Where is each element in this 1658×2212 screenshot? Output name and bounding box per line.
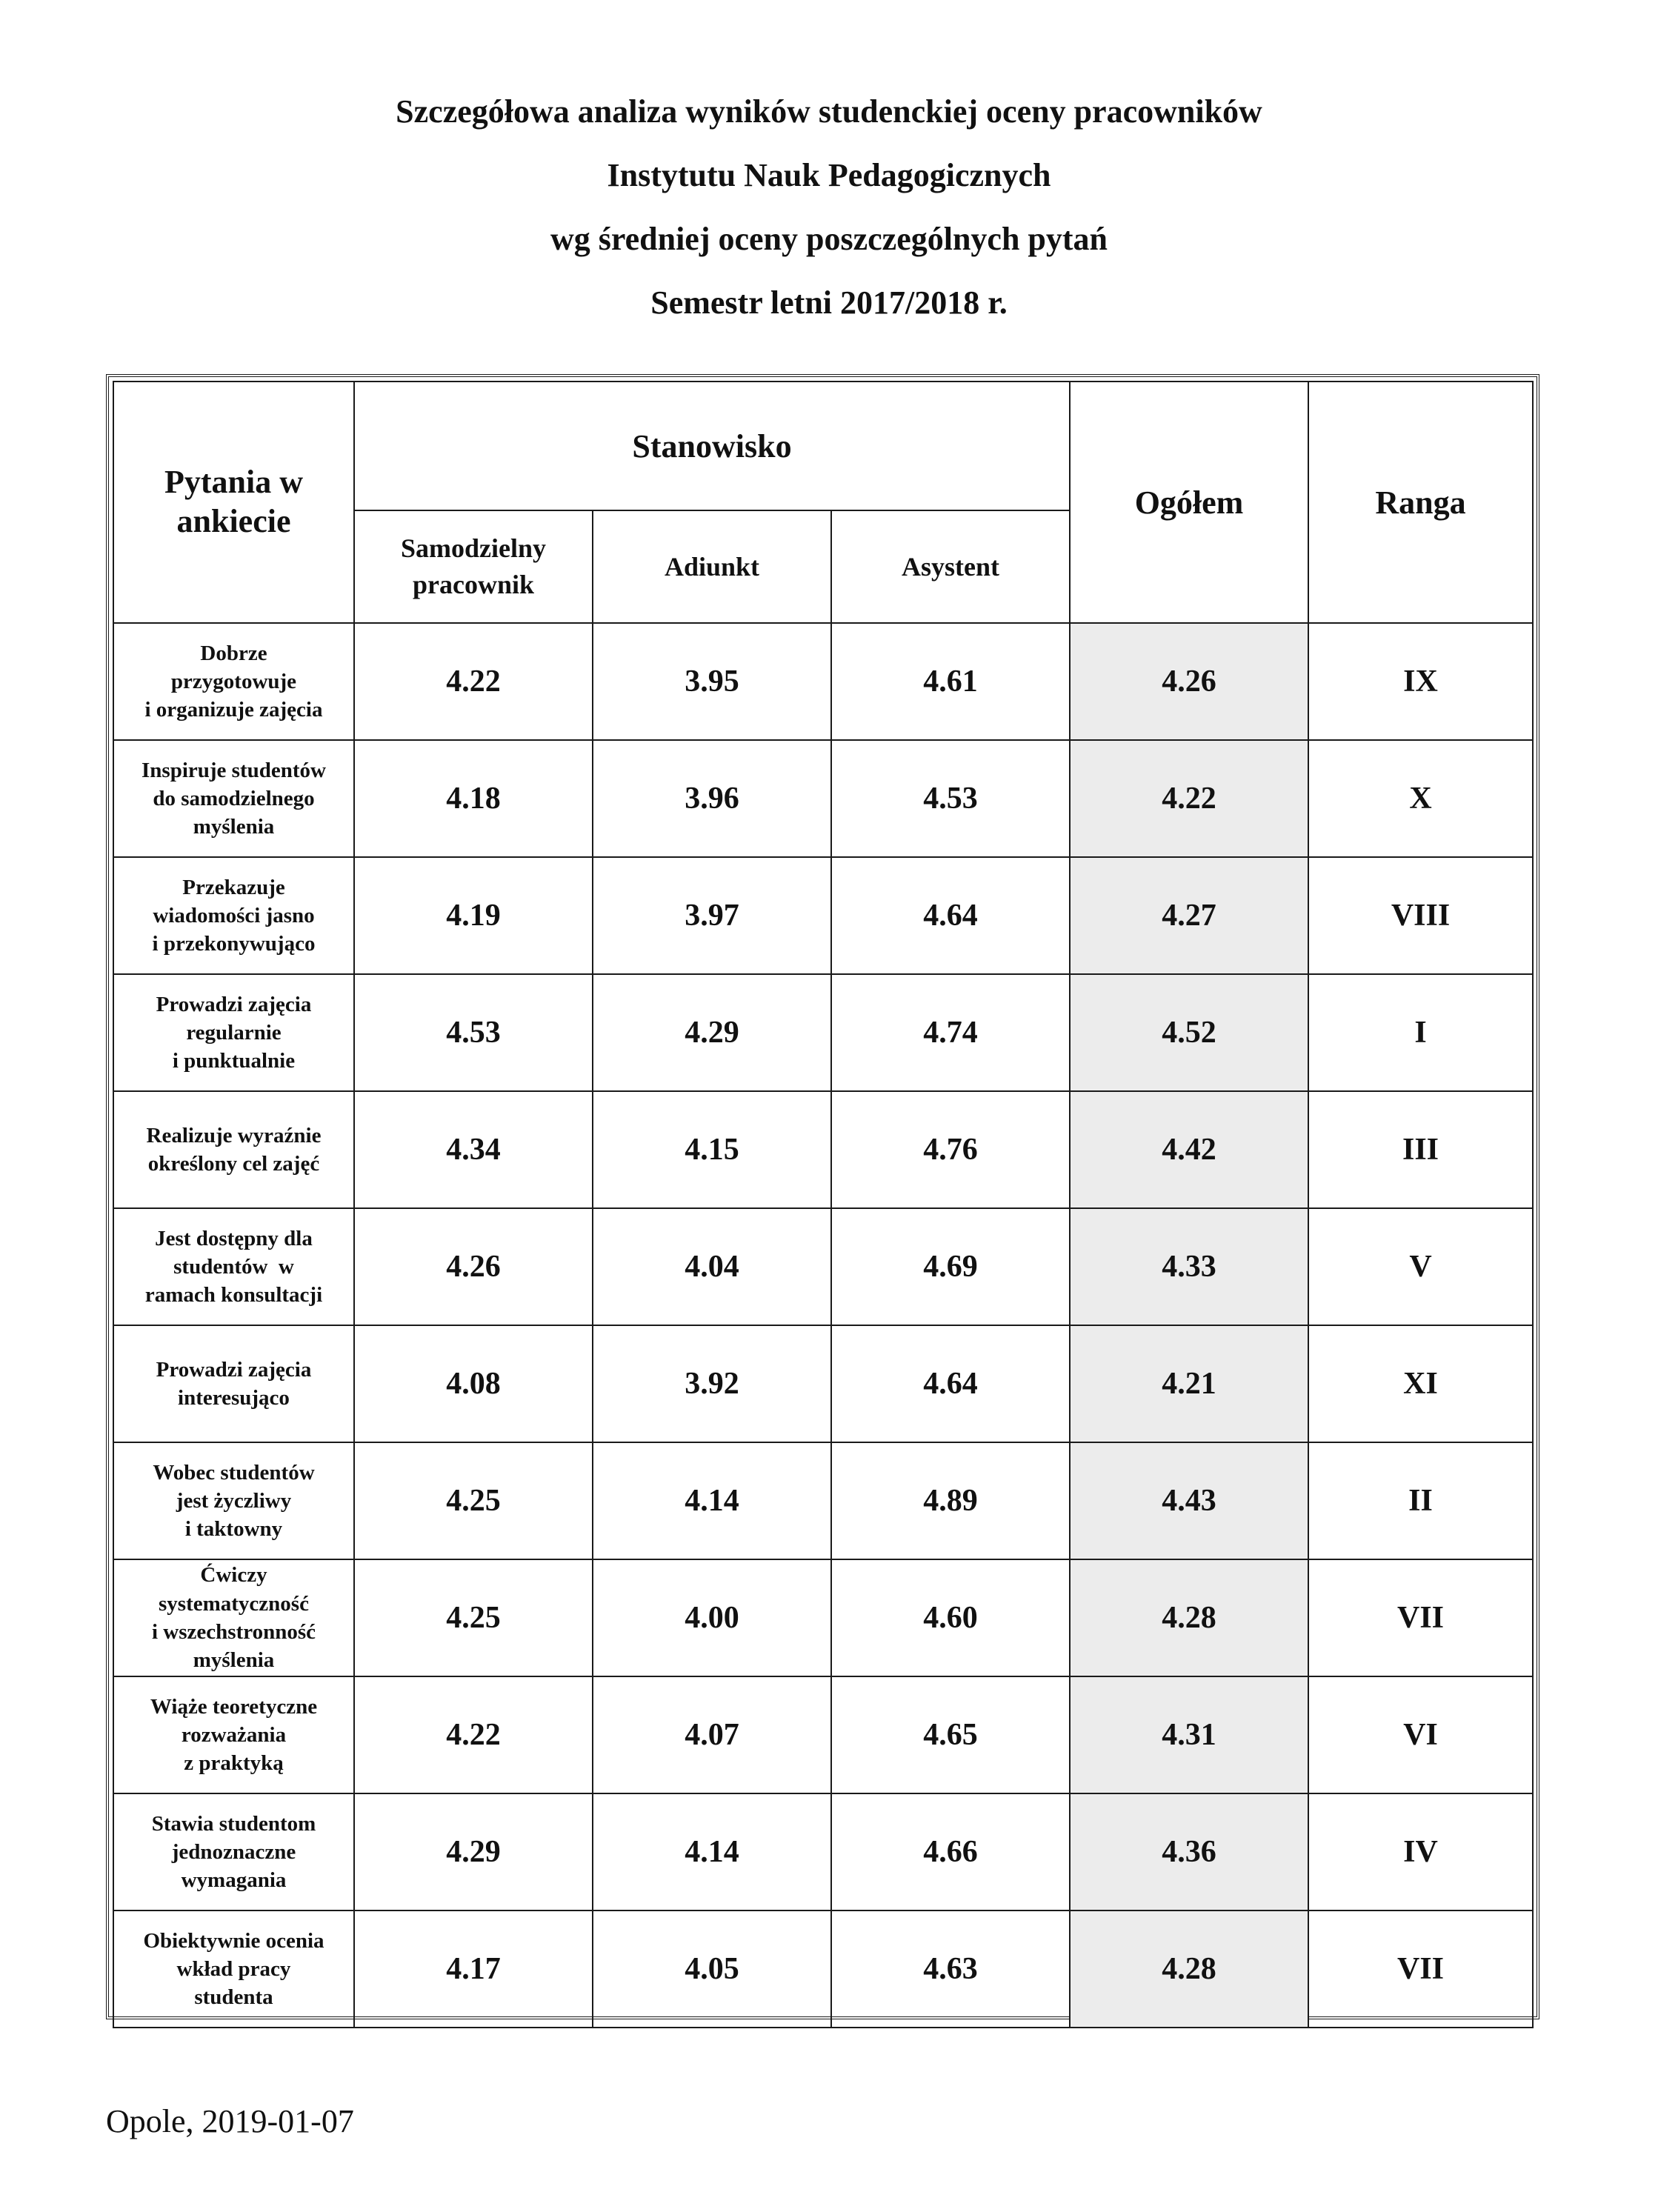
- question-line: Prowadzi zajęcia: [156, 1357, 312, 1382]
- question-cell: [113, 740, 354, 857]
- score-asystent: 4.61: [831, 623, 1070, 740]
- score-asystent: 4.76: [831, 1091, 1070, 1208]
- question-cell: [113, 857, 354, 974]
- question-cell: [113, 1208, 354, 1325]
- place-and-date: Opole, 2019-01-07: [106, 2103, 354, 2139]
- question-line: Stawia studentom: [151, 1811, 316, 1836]
- table-row: [113, 1208, 1533, 1325]
- rank-cell: VII: [1308, 1559, 1533, 1676]
- header-asystent: Asystent: [831, 510, 1070, 623]
- header-adiunkt: Adiunkt: [593, 510, 831, 623]
- table-row: [113, 1325, 1533, 1442]
- score-total: 4.28: [1070, 1910, 1308, 2028]
- score-total: 4.26: [1070, 623, 1308, 740]
- question-line: studentów w: [173, 1254, 294, 1279]
- question-line: Przekazuje: [182, 875, 285, 899]
- header-rank: Ranga: [1308, 382, 1533, 623]
- question-cell: [113, 1910, 354, 2028]
- table-row: [113, 974, 1533, 1091]
- question-line: i wszechstronność: [152, 1620, 316, 1644]
- table-row: [113, 857, 1533, 974]
- score-total: 4.43: [1070, 1442, 1308, 1559]
- results-table: [113, 381, 1534, 2028]
- score-asystent: 4.65: [831, 1676, 1070, 1793]
- score-total: 4.36: [1070, 1793, 1308, 1910]
- question-cell: [113, 974, 354, 1091]
- score-adiunkt: 3.92: [593, 1325, 831, 1442]
- question-line: studenta: [194, 1985, 273, 2010]
- table-row: [113, 1091, 1533, 1208]
- question-line: Dobrze: [200, 641, 267, 665]
- score-asystent: 4.74: [831, 974, 1070, 1091]
- question-line: jednoznaczne: [171, 1839, 296, 1864]
- title-line-3: wg średniej oceny poszczególnych pytań: [550, 221, 1108, 257]
- table-row: [113, 623, 1533, 740]
- score-adiunkt: 4.05: [593, 1910, 831, 2028]
- score-adiunkt: 4.04: [593, 1208, 831, 1325]
- question-line: wiadomości jasno: [153, 903, 315, 927]
- score-asystent: 4.53: [831, 740, 1070, 857]
- question-line: Prowadzi zajęcia: [156, 992, 312, 1016]
- score-adiunkt: 4.15: [593, 1091, 831, 1208]
- table-row: [113, 1676, 1533, 1793]
- question-line: interesująco: [178, 1386, 290, 1410]
- score-adiunkt: 4.14: [593, 1442, 831, 1559]
- score-asystent: 4.60: [831, 1559, 1070, 1676]
- rank-cell: IV: [1308, 1793, 1533, 1910]
- score-samodzielny: 4.25: [354, 1559, 593, 1676]
- score-adiunkt: 4.29: [593, 974, 831, 1091]
- question-cell: [113, 1793, 354, 1910]
- question-line: do samodzielnego: [153, 786, 315, 810]
- score-adiunkt: 4.14: [593, 1793, 831, 1910]
- question-line: myślenia: [193, 815, 275, 839]
- question-line: określony cel zajęć: [147, 1152, 320, 1176]
- question-cell: [113, 1559, 354, 1676]
- table-row: [113, 1793, 1533, 1910]
- question-line: i taktowny: [184, 1517, 283, 1542]
- rank-cell: XI: [1308, 1325, 1533, 1442]
- question-line: regularnie: [186, 1020, 282, 1045]
- question-line: Realizuje wyraźnie: [146, 1123, 322, 1147]
- question-line: przygotowuje: [170, 669, 297, 693]
- question-line: myślenia: [193, 1648, 275, 1673]
- rank-cell: VII: [1308, 1910, 1533, 2028]
- score-samodzielny: 4.17: [354, 1910, 593, 2028]
- score-asystent: 4.64: [831, 1325, 1070, 1442]
- document-title: [0, 80, 1658, 335]
- question-line: Jest dostępny dla: [155, 1226, 313, 1250]
- question-line: ramach konsultacji: [144, 1283, 323, 1307]
- score-samodzielny: 4.53: [354, 974, 593, 1091]
- question-line: Inspiruje studentów: [142, 758, 326, 782]
- score-samodzielny: 4.18: [354, 740, 593, 857]
- question-line: i przekonywująco: [152, 932, 316, 956]
- header-total: Ogółem: [1070, 382, 1308, 623]
- score-asystent: 4.66: [831, 1793, 1070, 1910]
- question-line: wkład pracy: [176, 1956, 291, 1981]
- rank-cell: III: [1308, 1091, 1533, 1208]
- question-line: z praktyką: [184, 1751, 284, 1776]
- header-position-group: Stanowisko: [354, 382, 1070, 510]
- question-line: jest życzliwy: [176, 1488, 292, 1513]
- score-samodzielny: 4.22: [354, 623, 593, 740]
- table-row: [113, 740, 1533, 857]
- score-asystent: 4.89: [831, 1442, 1070, 1559]
- question-line: i organizuje zajęcia: [144, 698, 323, 722]
- score-asystent: 4.63: [831, 1910, 1070, 2028]
- score-total: 4.31: [1070, 1676, 1308, 1793]
- rank-cell: II: [1308, 1442, 1533, 1559]
- score-total: 4.22: [1070, 740, 1308, 857]
- score-total: 4.52: [1070, 974, 1308, 1091]
- question-line: Wiąże teoretyczne: [150, 1694, 318, 1719]
- question-line: Wobec studentów: [153, 1460, 315, 1485]
- title-line-1: Szczegółowa analiza wyników studenckiej oceny pracowników: [396, 93, 1262, 130]
- header-questions: Pytania w ankiecie: [113, 382, 354, 623]
- score-adiunkt: 4.07: [593, 1676, 831, 1793]
- rank-cell: IX: [1308, 623, 1533, 740]
- score-total: 4.21: [1070, 1325, 1308, 1442]
- score-samodzielny: 4.26: [354, 1208, 593, 1325]
- rank-cell: VIII: [1308, 857, 1533, 974]
- score-adiunkt: 4.00: [593, 1559, 831, 1676]
- score-samodzielny: 4.29: [354, 1793, 593, 1910]
- rank-cell: VI: [1308, 1676, 1533, 1793]
- question-cell: [113, 1091, 354, 1208]
- question-line: i punktualnie: [172, 1049, 296, 1073]
- title-line-2: Instytutu Nauk Pedagogicznych: [607, 157, 1051, 193]
- score-total: 4.28: [1070, 1559, 1308, 1676]
- question-line: wymagania: [181, 1868, 287, 1893]
- rank-cell: I: [1308, 974, 1533, 1091]
- question-cell: [113, 1676, 354, 1793]
- table-row: [113, 1442, 1533, 1559]
- score-samodzielny: 4.08: [354, 1325, 593, 1442]
- rank-cell: V: [1308, 1208, 1533, 1325]
- score-samodzielny: 4.34: [354, 1091, 593, 1208]
- question-line: Ćwiczy: [200, 1563, 267, 1588]
- question-cell: [113, 1325, 354, 1442]
- score-total: 4.33: [1070, 1208, 1308, 1325]
- score-asystent: 4.69: [831, 1208, 1070, 1325]
- score-adiunkt: 3.96: [593, 740, 831, 857]
- score-samodzielny: 4.22: [354, 1676, 593, 1793]
- table-row: [113, 1910, 1533, 2028]
- header-samodzielny: Samodzielny pracownik: [354, 510, 593, 623]
- score-samodzielny: 4.25: [354, 1442, 593, 1559]
- results-table-frame: [106, 374, 1539, 2019]
- score-asystent: 4.64: [831, 857, 1070, 974]
- score-total: 4.27: [1070, 857, 1308, 974]
- question-cell: [113, 623, 354, 740]
- title-line-4: Semestr letni 2017/2018 r.: [650, 284, 1008, 321]
- score-total: 4.42: [1070, 1091, 1308, 1208]
- question-cell: [113, 1442, 354, 1559]
- score-adiunkt: 3.95: [593, 623, 831, 740]
- question-line: Obiektywnie ocenia: [143, 1928, 324, 1953]
- score-adiunkt: 3.97: [593, 857, 831, 974]
- question-line: rozważania: [181, 1722, 287, 1747]
- rank-cell: X: [1308, 740, 1533, 857]
- question-line: systematyczność: [159, 1591, 309, 1616]
- score-samodzielny: 4.19: [354, 857, 593, 974]
- table-row: [113, 1559, 1533, 1676]
